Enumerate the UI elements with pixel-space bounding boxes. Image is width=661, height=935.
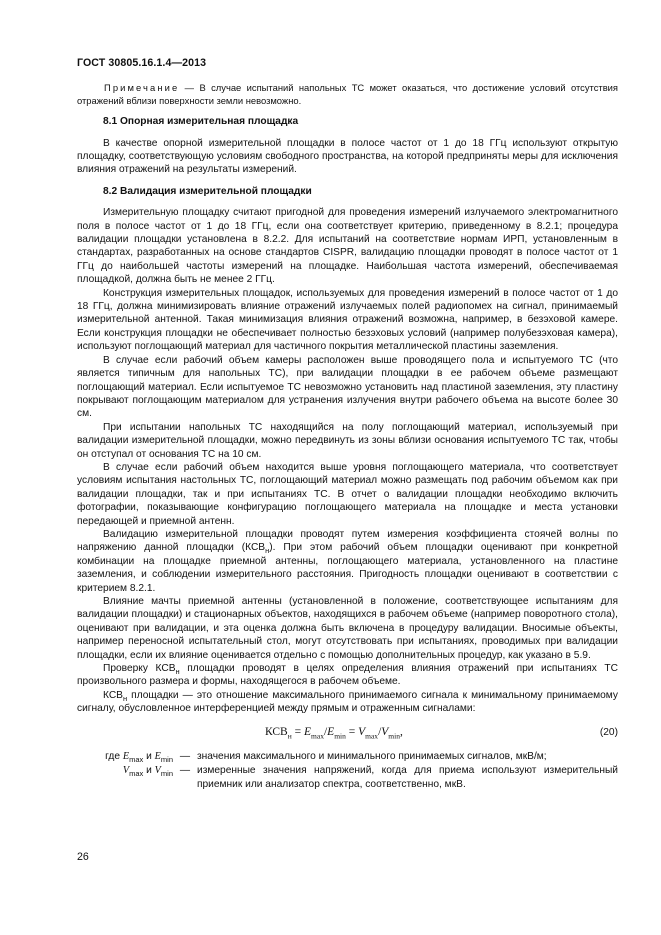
definition-term: [77, 750, 173, 764]
definition-dash: —: [179, 750, 191, 762]
and-word: и: [146, 750, 152, 762]
standard-header: ГОСТ 30805.16.1.4—2013: [77, 57, 207, 69]
subscript: max: [129, 754, 144, 764]
formula-var-v: V: [381, 725, 389, 738]
text-run: ). При этом рабочий объем площадки оценивают при конкретной комбинации на площадке приемной антенны, поглощающего материала, установленного на пластине заземления, и соблюдении измерительного расстояния. Пригодность площадки оценивают в соответствии с критерием 8.2.1.: [77, 542, 618, 594]
paragraph: Измерительную площадку считают пригодной для проведения измерений излучаемого электромагнитного поля в полосе частот от 1 до 18 ГГц, если она соответствует критерию, приведенному в 8.2.1; процедура валидации площадки установлена в 8.2.2. Для испытаний на соответствие нормам ИРП, установленным в стандартах, разработанных на основе стандартов CISPR, валидацию площадки проводят в полосе частот от 1 ГГц до наибольшей частоты измерений на площадке. Наибольшая частота измерений, обеспечиваемая площадкой, должна быть не менее 2 ГГц.: [77, 207, 618, 286]
equals-sign: =: [291, 725, 304, 738]
note-paragraph: [77, 82, 618, 107]
text-run: Проверку КСВ: [103, 663, 176, 675]
text-run: площадки — это отношение максимального принимаемого сигнала к минимальному принимаемому сигналу, обусловленное интерференцией между прямым и отраженным сигналами:: [77, 689, 618, 715]
division-slash: /: [378, 725, 382, 738]
formula-var-e: E: [304, 725, 312, 738]
formula-number: (20): [599, 726, 618, 738]
formula-comma: ,: [399, 725, 403, 738]
definition-dash: —: [179, 765, 191, 777]
subscript: max: [129, 769, 144, 779]
definition-row-e: [77, 750, 618, 764]
subscript: max: [365, 730, 379, 740]
section-8-1-text: В качестве опорной измерительной площадки в полосе частот от 1 до 18 ГГц используют открытую площадку, соответствующую условиям свободного пространства, на которой предприняты меры для исключения влияния отражений на результаты измерений.: [77, 137, 618, 176]
text-run: площадки проводят в целях определения влияния отражений при испытаниях ТС произвольного размера и формы, находящегося в рабочем объеме.: [77, 663, 618, 688]
text-run: Валидацию измерительной площадки проводят путем измерения коэффициента стоячей волны по напряжению данной площадки (КСВ: [77, 528, 618, 554]
and-word: и: [146, 765, 152, 777]
paragraph: В случае если рабочий объем находится выше уровня поглощающего материала, что соответствует условиям испытания настольных ТС, поглощающий материал можно размещать под рабочим объемом как при валидации площадки, так и при испытаниях ТС. В отчет о валидации площадки необходимо включить фотографии, показывающие конфигурацию поглощающего материала на площадке и места установки передающей и приемной антенн.: [77, 461, 618, 527]
formula-var-e: E: [327, 725, 335, 738]
subscript: н: [122, 693, 128, 703]
subscript: н: [175, 667, 180, 677]
section-8-1-title: 8.1 Опорная измерительная площадка: [103, 116, 299, 128]
formula-definitions: [77, 750, 618, 793]
subscript: max: [311, 730, 324, 740]
note-label: Примечание: [104, 82, 180, 93]
var-v: V: [122, 765, 130, 777]
division-slash: /: [323, 725, 328, 738]
definition-row-v: [77, 764, 618, 793]
definition-term: [77, 764, 173, 793]
where-word: где: [105, 750, 121, 762]
formula-expression: [265, 726, 403, 739]
formula-ksv: КСВ: [265, 725, 288, 738]
page-content: [77, 82, 618, 793]
subscript: min: [388, 730, 400, 740]
paragraph-ksv-check: [77, 662, 618, 689]
equals-sign: =: [345, 725, 359, 738]
paragraph-ksv-definition: [77, 689, 618, 716]
subscript: min: [160, 769, 173, 779]
paragraph-mast-influence: Влияние мачты приемной антенны (установленной в положение, соответствующее испытаниям для валидации площадки) и стационарных объектов, находящихся в рабочем объеме (например поворотного стола), оценивают при валидации, и эта оценка должна быть включена в процедуру валидации. Вносимые объекты, например переносной испытательный стол, могут отсутствовать при испытаниях, проводимых при валидации площадки, если их влияние оценивается отдельно с помощью дополнительных процедур, как указано в 5.9.: [77, 596, 618, 661]
definition-text: измеренные значения напряжений, когда для приема используют измерительный приемник или анализатор спектра, соответственно, мкВ.: [197, 765, 618, 791]
section-8-2-title: 8.2 Валидация измерительной площадки: [103, 185, 312, 197]
note-text: — В случае испытаний напольных ТС может оказаться, что достижение условий отсутствия отражений вблизи поверхности земли невозможно.: [77, 82, 618, 106]
formula-20: [77, 720, 618, 746]
page-number: 26: [77, 851, 89, 863]
formula-var-v: V: [358, 725, 366, 738]
subscript: min: [160, 754, 173, 764]
paragraph: В случае если рабочий объем камеры расположен выше проводящего пола и испытуемого ТС (что является типичным для напольных ТС), при валидации площадки в ее рабочем объеме размещают поглощающий материал. Если испытуемое ТС невозможно установить над пластиной заземления, эту пластину покрывают поглощающим материалом для устранения излучения внутри рабочего объема на высоте более 30 см.: [77, 354, 618, 420]
var-v: V: [154, 765, 161, 777]
var-e: E: [122, 750, 130, 762]
paragraph-ksv-validation: [77, 528, 618, 595]
subscript: min: [334, 730, 346, 740]
definition-text: значения максимального и минимального принимаемых сигналов, мкВ/м;: [197, 750, 547, 762]
paragraph: При испытании напольных ТС находящийся на полу поглощающий материал, используемый при валидации измерительной площадки, можно передвинуть из зоны вблизи основания испытуемого ТС так, чтобы он отступал от основания ТС на 10 см.: [77, 421, 618, 460]
paragraph: Конструкция измерительных площадок, используемых для проведения измерений в полосе частот от 1 до 18 ГГц, должна минимизировать влияние отражений излучаемых полей радиопомех на сигнал, принимаемый измерительной антенной. Такая минимизация влияния отражений возможна, например, в безэховой камере. Если конструкция площадки не обеспечивает полностью безэховых условий (например полубезэховая камера), используют поглощающий материал для частичного покрытия металлической пластины заземления.: [77, 287, 618, 353]
subscript: н: [265, 546, 270, 556]
subscript: н: [287, 730, 292, 740]
text-run: КСВ: [103, 689, 123, 701]
var-e: E: [154, 750, 161, 762]
